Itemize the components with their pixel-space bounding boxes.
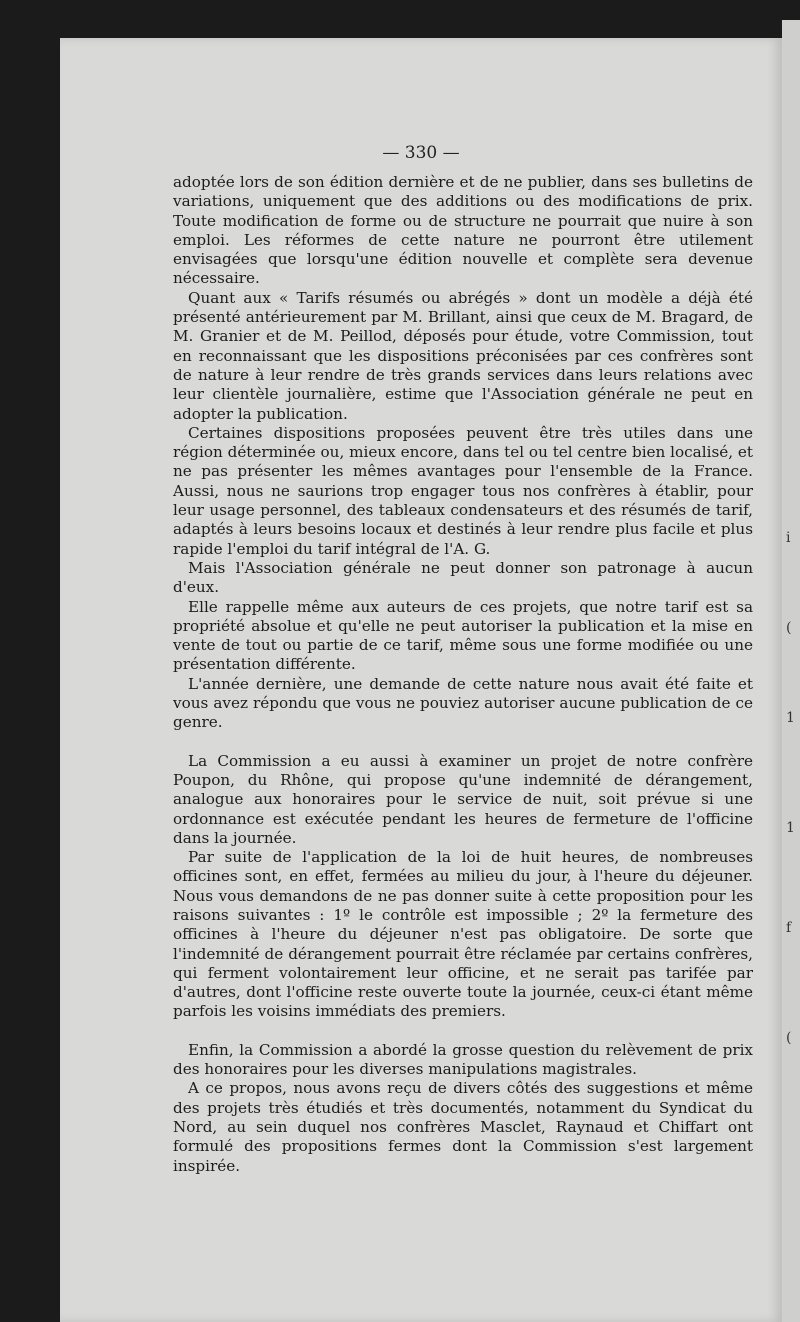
paragraph: Mais l'Association générale ne peut donner son patronage à aucun d'eux. <box>173 558 753 597</box>
paragraph: Elle rappelle même aux auteurs de ces projets, que notre tarif est sa propriété absolue et qu'elle ne peut autoriser la publication et la mise en vente de tout ou partie de ce tarif, même sous une forme modifiée ou une présentation différente. <box>173 597 753 674</box>
paragraph: Enfin, la Commission a abordé la grosse question du relèvement de prix des honoraires pour les diverses manipulations magistrales. <box>173 1040 753 1079</box>
paragraph: A ce propos, nous avons reçu de divers côtés des suggestions et même des projets très étudiés et très documentés, notamment du Syndicat du Nord, au sein duquel nos confrères Masclet, Raynaud et Chiffart ont formulé des propositions fermes dont la Commission s'est largement inspirée. <box>173 1079 753 1175</box>
body-text <box>173 173 753 1176</box>
page-number: — 330 — <box>382 143 460 163</box>
adjacent-page-edge: i ( 1 1 f ( <box>782 20 800 1322</box>
paragraph: L'année dernière, une demande de cette nature nous avait été faite et vous avez répondu que vous ne pouviez autoriser aucune publication de ce genre. <box>173 674 753 732</box>
paragraph: Par suite de l'application de la loi de huit heures, de nombreuses officines sont, en effet, fermées au milieu du jour, à l'heure du déjeuner. Nous vous demandons de ne pas donner suite à cette proposition pour les raisons suivantes : 1º le contrôle est impossible ; 2º la fermeture des officines à l'heure du déjeuner n'est pas obligatoire. De sorte que l'indemnité de dérangement pourrait être réclamée par certains confrères, qui ferment volontairement leur officine, et ne serait pas tarifée par d'autres, dont l'officine reste ouverte toute la journée, ceux-ci étant même parfois les voisins immédiats des premiers. <box>173 848 753 1021</box>
paragraph: La Commission a eu aussi à examiner un projet de notre confrère Poupon, du Rhône, qui propose qu'une indemnité de dérangement, analogue aux honoraires pour le service de nuit, soit prévue si une ordonnance est exécutée pendant les heures de fermeture de l'officine dans la journée. <box>173 751 753 847</box>
paragraph: adoptée lors de son édition dernière et de ne publier, dans ses bulletins de variations, uniquement que des additions ou des modifications de prix. Toute modification de forme ou de structure ne pourrait que nuire à son emploi. Les réformes de cette nature ne pourront être utilement envisagées que lorsqu'une édition nouvelle et complète sera devenue nécessaire. <box>173 173 753 288</box>
paragraph: Quant aux « Tarifs résumés ou abrégés » dont un modèle a déjà été présenté antérieurement par M. Brillant, ainsi que ceux de M. Bragard, de M. Granier et de M. Peillod, déposés pour étude, votre Commission, tout en reconnaissant que les dispositions préconisées par ces confrères sont de nature à leur rendre de très grands services dans leurs relations avec leur clientèle journalière, estime que l'Association générale ne peut en adopter la publication. <box>173 288 753 423</box>
paragraph: Certaines dispositions proposées peuvent être très utiles dans une région déterminée ou, mieux encore, dans tel ou tel centre bien localisé, et ne pas présenter les mêmes avantages pour l'ensemble de la France. Aussi, nous ne saurions trop engager tous nos confrères à établir, pour leur usage personnel, des tableaux condensateurs et des résumés de tarif, adaptés à leurs besoins locaux et destinés à leur rendre plus facile et plus rapide l'emploi du tarif intégral de l'A. G. <box>173 423 753 558</box>
